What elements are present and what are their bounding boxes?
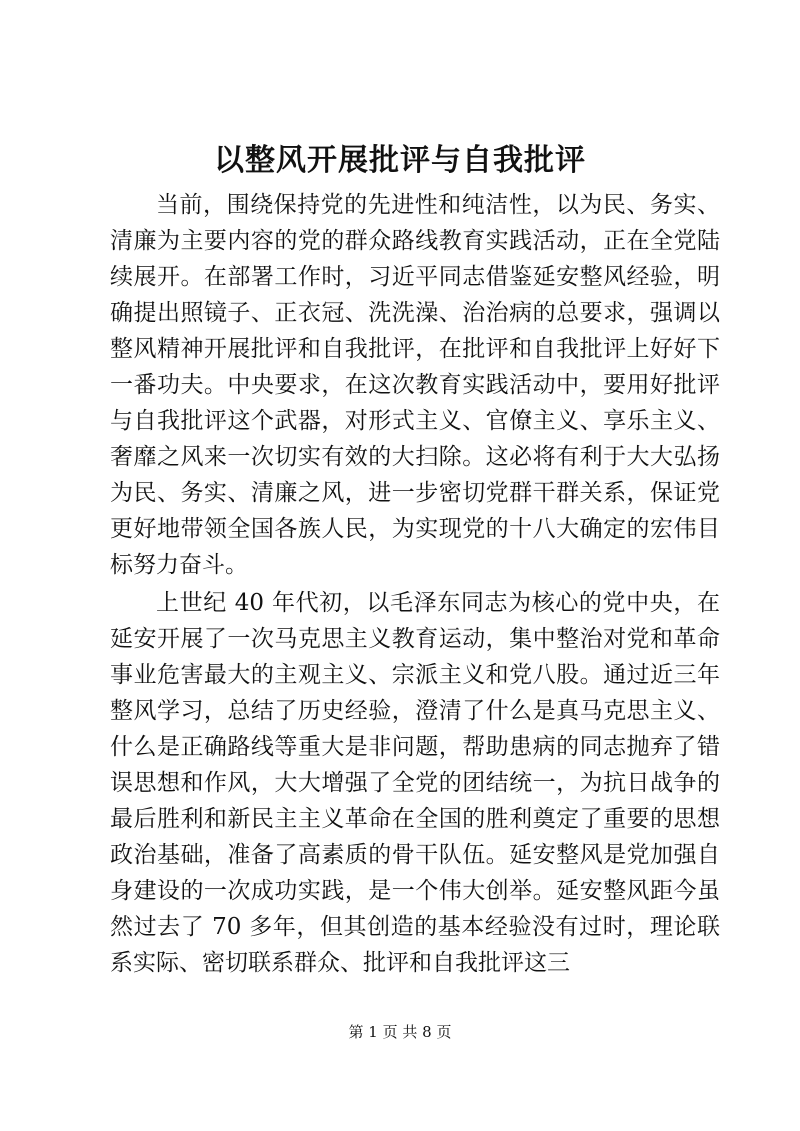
paragraph-1: 当前，围绕保持党的先进性和纯洁性，以为民、务实、清廉为主要内容的党的群众路线教育实践活动，正在全党陆续展开。在部署工作时，习近平同志借鉴延安整风经验，明确提出照镜子、正衣冠、洗洗澡、治治病的总要求，强调以整风精神开展批评和自我批评，在批评和自我批评上好好下一番功夫。中央要求，在这次教育实践活动中，要用好批评与自我批评这个武器，对形式主义、官僚主义、享乐主义、奢靡之风来一次切实有效的大扫除。这必将有利于大大弘扬为民、务实、清廉之风，进一步密切党群干群关系，保证党更好地带领全国各族人民，为实现党的十八大确定的宏伟目标努力奋斗。 [110,192,720,578]
paragraph-2: 上世纪 40 年代初，以毛泽东同志为核心的党中央，在延安开展了一次马克思主义教育运动，集中整治对党和革命事业危害最大的主观主义、宗派主义和党八股。通过近三年整风学习，总结了历史经验，澄清了什么是真马克思主义、什么是正确路线等重大是非问题，帮助患病的同志抛弃了错误思想和作风，大大增强了全党的团结统一，为抗日战争的最后胜利和新民主主义革命在全国的胜利奠定了重要的思想政治基础，准备了高素质的骨干队伍。延安整风是党加强自身建设的一次成功实践，是一个伟大创举。延安整风距今虽然过去了 70 多年，但其创造的基本经验没有过时，理论联系实际、密切联系群众、批评和自我批评这三 [110,590,720,976]
document-body [110,187,720,981]
document-title: 以整风开展批评与自我批评 [214,143,586,178]
page-footer: 第 1 页 共 8 页 [348,1023,452,1041]
